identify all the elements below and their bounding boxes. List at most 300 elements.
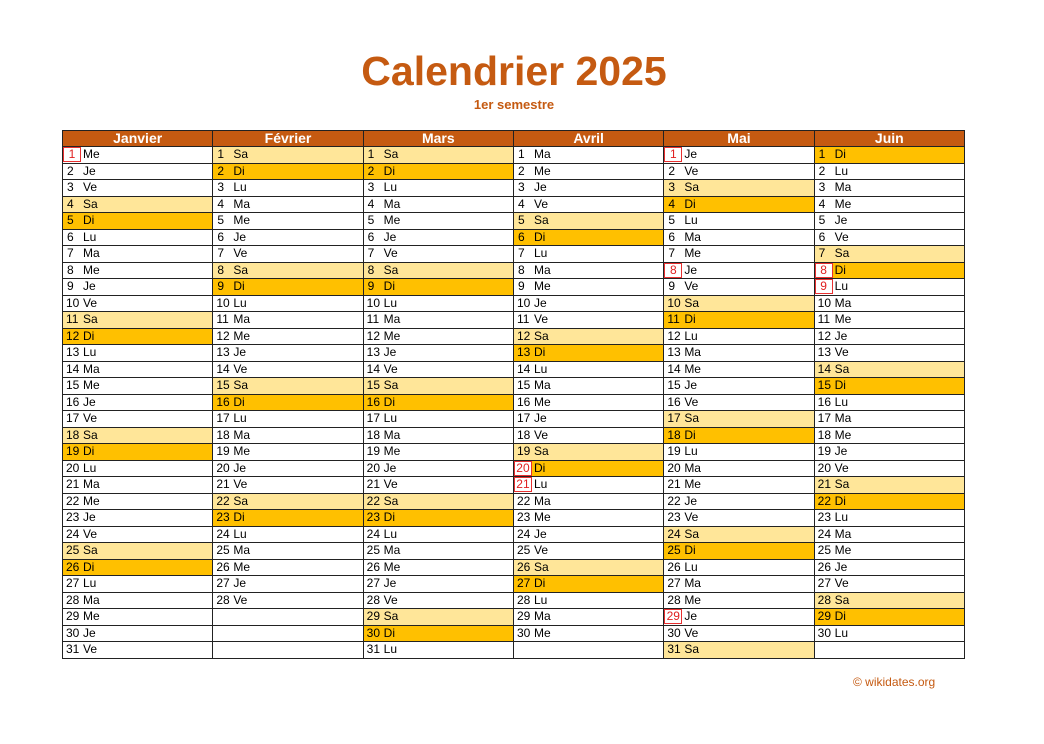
day-number: 3 xyxy=(818,180,826,195)
day-number: 23 xyxy=(66,510,80,525)
weekday-label: Di xyxy=(834,493,846,508)
weekday-label: Me xyxy=(684,361,701,376)
day-cell xyxy=(213,444,363,461)
day-number: 6 xyxy=(217,229,225,244)
weekday-label: Ma xyxy=(684,460,701,475)
day-cell xyxy=(664,279,814,296)
day-number: 22 xyxy=(516,493,531,508)
weekday-label: Je xyxy=(383,229,397,244)
table-row xyxy=(63,411,965,428)
day-number: 14 xyxy=(817,361,831,376)
weekday-label: Ma xyxy=(83,361,100,376)
day-cell xyxy=(63,543,213,560)
weekday-label: Lu xyxy=(834,510,848,525)
weekday-label: Ma xyxy=(834,180,852,195)
day-number: 2 xyxy=(818,163,826,178)
table-row xyxy=(63,444,965,461)
day-number: 27 xyxy=(817,576,831,591)
weekday-label: Me xyxy=(83,609,100,624)
copyright-footer: © wikidates.org xyxy=(853,675,936,689)
day-cell xyxy=(63,642,213,659)
weekday-label: Lu xyxy=(383,526,398,541)
day-cell xyxy=(63,262,213,279)
day-cell xyxy=(63,312,213,329)
day-number: 2 xyxy=(517,163,525,178)
weekday-label: Ma xyxy=(684,345,701,360)
day-number: 19 xyxy=(667,444,681,459)
day-cell xyxy=(664,394,814,411)
day-number: 9 xyxy=(67,279,74,294)
day-number: 4 xyxy=(217,196,225,211)
weekday-label: Je xyxy=(834,559,848,574)
day-cell xyxy=(664,625,814,642)
day-number: 9 xyxy=(517,279,525,294)
weekday-label: Me xyxy=(233,328,250,343)
weekday-label: Sa xyxy=(684,180,699,195)
weekday-label: Sa xyxy=(383,262,399,277)
weekday-label: Ma xyxy=(533,493,551,508)
weekday-label: Sa xyxy=(383,609,399,624)
day-number: 30 xyxy=(516,625,531,640)
day-number: 30 xyxy=(817,625,831,640)
weekday-label: Je xyxy=(83,510,96,525)
day-cell xyxy=(814,345,964,362)
day-number: 20 xyxy=(366,460,381,475)
day-cell xyxy=(63,328,213,345)
day-number: 25 xyxy=(366,543,381,558)
day-cell xyxy=(363,295,513,312)
day-cell xyxy=(363,559,513,576)
day-cell xyxy=(513,147,663,164)
weekday-label: Ve xyxy=(83,180,98,195)
table-row xyxy=(63,427,965,444)
weekday-label: Je xyxy=(533,411,547,426)
day-cell xyxy=(814,295,964,312)
weekday-label: Ve xyxy=(383,246,398,261)
weekday-label: Ma xyxy=(83,592,100,607)
day-cell xyxy=(63,460,213,477)
day-cell xyxy=(814,312,964,329)
weekday-label: Ve xyxy=(233,477,248,492)
day-number: 10 xyxy=(366,295,381,310)
day-cell xyxy=(814,477,964,494)
day-number: 7 xyxy=(668,246,675,261)
day-number: 20 xyxy=(216,460,230,475)
day-cell xyxy=(213,592,363,609)
day-cell xyxy=(513,493,663,510)
weekday-label: Lu xyxy=(383,411,398,426)
day-number: 1 xyxy=(517,147,525,162)
day-cell xyxy=(664,180,814,197)
day-cell xyxy=(664,609,814,626)
day-number: 24 xyxy=(516,526,531,541)
day-cell xyxy=(814,361,964,378)
weekday-label: Di xyxy=(533,345,546,360)
day-number: 4 xyxy=(818,196,826,211)
weekday-label: Lu xyxy=(533,592,548,607)
day-number: 17 xyxy=(516,411,531,426)
table-row xyxy=(63,262,965,279)
weekday-label: Me xyxy=(533,163,551,178)
day-number: 25 xyxy=(216,543,230,558)
weekday-label: Ma xyxy=(233,196,250,211)
day-cell xyxy=(513,345,663,362)
day-number: 5 xyxy=(517,213,525,228)
day-number: 11 xyxy=(216,312,229,327)
day-cell xyxy=(63,279,213,296)
day-number: 14 xyxy=(516,361,531,376)
weekday-label: Lu xyxy=(233,411,247,426)
weekday-label: Di xyxy=(684,427,696,442)
weekday-label: Lu xyxy=(834,163,848,178)
day-cell xyxy=(814,625,964,642)
weekday-label: Sa xyxy=(533,328,549,343)
day-number: 14 xyxy=(366,361,381,376)
weekday-label: Ma xyxy=(533,147,551,162)
day-cell xyxy=(664,262,814,279)
day-cell xyxy=(363,510,513,527)
day-number: 12 xyxy=(66,328,80,343)
weekday-label: Ma xyxy=(834,411,852,426)
day-number: 4 xyxy=(668,196,675,211)
table-row xyxy=(63,526,965,543)
day-cell xyxy=(63,477,213,494)
day-cell xyxy=(814,493,964,510)
table-row xyxy=(63,378,965,395)
day-cell xyxy=(63,196,213,213)
day-cell xyxy=(513,361,663,378)
day-cell xyxy=(63,493,213,510)
day-number: 9 xyxy=(367,279,375,294)
weekday-label: Lu xyxy=(233,180,247,195)
weekday-label: Sa xyxy=(533,559,549,574)
day-number: 30 xyxy=(66,625,80,640)
weekday-label: Me xyxy=(533,510,551,525)
weekday-label: Sa xyxy=(83,196,98,211)
day-number: 12 xyxy=(216,328,230,343)
day-cell xyxy=(814,559,964,576)
weekday-label: Me xyxy=(834,543,852,558)
day-number: 3 xyxy=(668,180,675,195)
day-number: 27 xyxy=(66,576,80,591)
day-number: 6 xyxy=(517,229,525,244)
day-cell xyxy=(814,279,964,296)
day-number: 28 xyxy=(216,592,230,607)
month-header: Janvier xyxy=(63,131,213,147)
weekday-label: Ma xyxy=(83,477,100,492)
day-cell xyxy=(363,576,513,593)
weekday-label: Je xyxy=(233,229,247,244)
weekday-label: Di xyxy=(233,163,245,178)
day-cell xyxy=(664,147,814,164)
day-cell xyxy=(363,609,513,626)
weekday-label: Ve xyxy=(533,196,548,211)
day-number: 9 xyxy=(668,279,675,294)
weekday-label: Sa xyxy=(383,378,399,393)
weekday-label: Sa xyxy=(684,295,699,310)
weekday-label: Ve xyxy=(383,477,398,492)
day-number: 15 xyxy=(667,378,681,393)
weekday-label: Ve xyxy=(684,625,699,640)
day-cell xyxy=(664,411,814,428)
weekday-label: Sa xyxy=(533,213,549,228)
day-cell xyxy=(63,295,213,312)
day-cell xyxy=(814,427,964,444)
day-cell xyxy=(513,246,663,263)
day-cell xyxy=(664,477,814,494)
day-number: 26 xyxy=(667,559,681,574)
weekday-label: Lu xyxy=(83,460,97,475)
day-number: 10 xyxy=(516,295,531,310)
page-title: Calendrier 2025 xyxy=(361,48,667,94)
weekday-label: Ma xyxy=(383,427,401,442)
day-cell xyxy=(363,180,513,197)
weekday-label: Je xyxy=(684,378,697,393)
day-number: 16 xyxy=(66,394,80,409)
holiday-day-number: 1 xyxy=(664,147,682,162)
day-number: 18 xyxy=(66,427,80,442)
day-number: 27 xyxy=(366,576,381,591)
day-number: 2 xyxy=(367,163,375,178)
day-cell xyxy=(363,411,513,428)
day-number: 23 xyxy=(366,510,381,525)
day-cell xyxy=(513,592,663,609)
table-row xyxy=(63,394,965,411)
day-number: 2 xyxy=(668,163,675,178)
weekday-label: Di xyxy=(834,609,846,624)
day-number: 4 xyxy=(517,196,525,211)
day-number: 2 xyxy=(67,163,74,178)
weekday-label: Lu xyxy=(383,180,398,195)
day-number: 7 xyxy=(367,246,375,261)
day-number: 26 xyxy=(216,559,230,574)
day-cell xyxy=(363,625,513,642)
weekday-label: Di xyxy=(684,312,696,327)
table-row xyxy=(63,213,965,230)
weekday-label: Lu xyxy=(83,576,97,591)
day-cell xyxy=(814,262,964,279)
day-cell xyxy=(213,262,363,279)
day-number: 26 xyxy=(366,559,381,574)
day-cell xyxy=(814,229,964,246)
day-cell xyxy=(664,592,814,609)
day-cell xyxy=(213,543,363,560)
day-cell xyxy=(814,196,964,213)
day-number: 8 xyxy=(217,262,225,277)
weekday-label: Sa xyxy=(834,246,850,261)
calendar-table xyxy=(62,130,965,659)
weekday-label: Di xyxy=(533,460,546,475)
day-number: 27 xyxy=(667,576,681,591)
day-number: 26 xyxy=(66,559,80,574)
day-number: 29 xyxy=(66,609,80,624)
day-number: 4 xyxy=(367,196,375,211)
day-cell xyxy=(814,246,964,263)
weekday-label: Di xyxy=(383,163,395,178)
day-cell xyxy=(513,411,663,428)
day-cell xyxy=(63,411,213,428)
weekday-label: Je xyxy=(684,262,697,277)
table-row xyxy=(63,477,965,494)
table-row xyxy=(63,493,965,510)
weekday-label: Me xyxy=(233,444,250,459)
weekday-label: Me xyxy=(233,213,250,228)
weekday-label: Di xyxy=(383,394,395,409)
holiday-day-number: 21 xyxy=(514,477,532,492)
weekday-label: Di xyxy=(533,576,546,591)
day-number: 28 xyxy=(817,592,831,607)
day-number: 18 xyxy=(817,427,831,442)
weekday-label: Sa xyxy=(233,147,249,162)
day-number: 24 xyxy=(216,526,230,541)
day-number: 16 xyxy=(216,394,230,409)
day-number: 14 xyxy=(66,361,80,376)
weekday-label: Di xyxy=(383,625,395,640)
day-cell xyxy=(513,526,663,543)
day-number: 19 xyxy=(216,444,230,459)
day-cell xyxy=(63,394,213,411)
day-number: 16 xyxy=(667,394,681,409)
weekday-label: Ve xyxy=(233,246,248,261)
day-number: 12 xyxy=(667,328,681,343)
day-number: 14 xyxy=(667,361,681,376)
day-number: 24 xyxy=(817,526,831,541)
weekday-label: Je xyxy=(684,493,697,508)
day-number: 21 xyxy=(366,477,381,492)
weekday-label: Me xyxy=(834,427,852,442)
day-cell xyxy=(213,279,363,296)
day-cell xyxy=(213,180,363,197)
day-cell xyxy=(213,147,363,164)
day-number: 22 xyxy=(66,493,80,508)
day-cell xyxy=(63,246,213,263)
day-number: 2 xyxy=(217,163,225,178)
day-cell xyxy=(363,328,513,345)
day-number: 3 xyxy=(367,180,375,195)
weekday-label: Lu xyxy=(684,328,698,343)
day-cell xyxy=(664,196,814,213)
weekday-label: Ve xyxy=(684,163,699,178)
day-number: 10 xyxy=(216,295,230,310)
day-cell xyxy=(363,229,513,246)
weekday-label: Ve xyxy=(83,526,98,541)
day-number: 29 xyxy=(516,609,531,624)
day-number: 1 xyxy=(217,147,225,162)
table-row xyxy=(63,559,965,576)
weekday-label: Di xyxy=(233,394,245,409)
day-number: 8 xyxy=(367,262,375,277)
weekday-label: Di xyxy=(834,262,846,277)
day-cell xyxy=(513,460,663,477)
weekday-label: Ve xyxy=(684,510,699,525)
table-row xyxy=(63,180,965,197)
day-number: 11 xyxy=(817,312,831,327)
day-number: 13 xyxy=(366,345,381,360)
day-number: 15 xyxy=(516,378,531,393)
day-number: 12 xyxy=(516,328,531,343)
day-number: 19 xyxy=(366,444,381,459)
day-cell xyxy=(513,625,663,642)
weekday-label: Ve xyxy=(834,229,849,244)
day-cell xyxy=(213,510,363,527)
day-cell xyxy=(513,477,663,494)
weekday-label: Me xyxy=(533,279,551,294)
day-number: 25 xyxy=(66,543,80,558)
weekday-label: Je xyxy=(83,279,96,294)
day-number: 19 xyxy=(66,444,80,459)
table-row xyxy=(63,460,965,477)
weekday-label: Je xyxy=(83,394,96,409)
day-cell xyxy=(363,427,513,444)
day-cell xyxy=(513,163,663,180)
day-cell xyxy=(664,526,814,543)
day-cell xyxy=(63,526,213,543)
day-number: 16 xyxy=(516,394,531,409)
day-cell xyxy=(513,180,663,197)
day-number: 23 xyxy=(667,510,681,525)
weekday-label: Ve xyxy=(83,411,98,426)
table-row xyxy=(63,642,965,659)
weekday-label: Di xyxy=(233,279,245,294)
day-number: 17 xyxy=(667,411,681,426)
day-cell xyxy=(814,378,964,395)
day-cell xyxy=(814,147,964,164)
day-number: 20 xyxy=(66,460,80,475)
day-cell xyxy=(513,394,663,411)
weekday-label: Di xyxy=(383,279,395,294)
weekday-label: Di xyxy=(233,510,245,525)
day-number: 18 xyxy=(516,427,531,442)
day-cell xyxy=(213,196,363,213)
day-number: 15 xyxy=(66,378,80,393)
day-cell xyxy=(814,394,964,411)
weekday-label: Je xyxy=(83,625,96,640)
day-cell xyxy=(213,559,363,576)
day-cell xyxy=(363,147,513,164)
weekday-label: Ma xyxy=(233,543,250,558)
day-cell xyxy=(213,312,363,329)
day-cell xyxy=(363,526,513,543)
table-row xyxy=(63,328,965,345)
day-cell xyxy=(213,427,363,444)
weekday-label: Ve xyxy=(684,394,699,409)
weekday-label: Ma xyxy=(83,246,100,261)
weekday-label: Me xyxy=(383,559,401,574)
weekday-label: Di xyxy=(684,196,696,211)
day-cell xyxy=(363,460,513,477)
day-number: 8 xyxy=(517,262,525,277)
table-row xyxy=(63,345,965,362)
day-number: 3 xyxy=(67,180,74,195)
day-number: 24 xyxy=(667,526,681,541)
day-cell xyxy=(213,328,363,345)
day-number: 17 xyxy=(366,411,381,426)
weekday-label: Lu xyxy=(233,295,247,310)
weekday-label: Lu xyxy=(834,394,848,409)
day-cell xyxy=(363,312,513,329)
day-number: 11 xyxy=(516,312,530,327)
day-number: 11 xyxy=(366,312,380,327)
day-cell xyxy=(664,163,814,180)
day-cell xyxy=(63,592,213,609)
day-number: 19 xyxy=(516,444,531,459)
weekday-label: Ve xyxy=(383,361,398,376)
empty-cell xyxy=(213,642,363,659)
day-cell xyxy=(63,213,213,230)
weekday-label: Je xyxy=(233,345,247,360)
day-cell xyxy=(63,147,213,164)
weekday-label: Lu xyxy=(533,477,548,492)
